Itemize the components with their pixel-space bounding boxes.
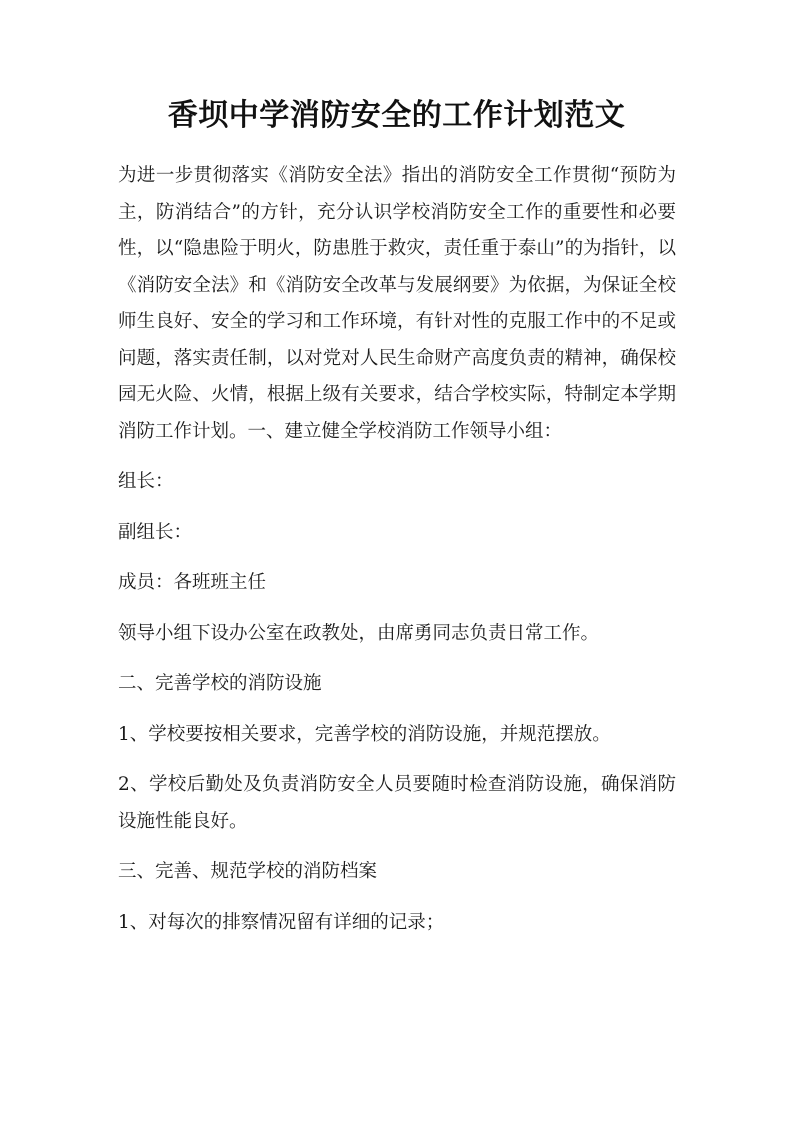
- list-item-facilities-2: 2、学校后勤处及负责消防安全人员要随时检查消防设施，确保消防设施性能良好。: [118, 774, 676, 832]
- paragraph-office: 领导小组下设办公室在政教处，由席勇同志负责日常工作。: [118, 622, 600, 644]
- document-title: 香坝中学消防安全的工作计划范文: [167, 98, 626, 133]
- paragraph-members: 成员：各班班主任: [118, 572, 267, 593]
- paragraph-intro: 为进一步贯彻落实《消防安全法》指出的消防安全工作贯彻“预防为主，防消结合”的方针，充分认识学校消防安全工作的重要性和必要性，以“隐患险于明火，防患胜于救灾，责任重于泰山”的为指针，以《消防安全法》和《消防安全改革与发展纲要》为依据，为保证全校师生良好、安全的学习和工作环境，有针对性的克服工作中的不足或问题，落实责任制，以对党对人民生命财产高度负责的精神，确保校园无火险、火情，根据上级有关要求，结合学校实际，特制定本学期消防工作计划。一、建立健全学校消防工作领导小组：: [118, 165, 676, 442]
- section-heading-archives: 三、完善、规范学校的消防档案: [118, 861, 378, 882]
- list-item-facilities-1: 1、学校要按相关要求，完善学校的消防设施，并规范摆放。: [118, 723, 611, 745]
- paragraph-leader: 组长：: [118, 471, 174, 492]
- section-heading-facilities: 二、完善学校的消防设施: [118, 673, 322, 694]
- paragraph-deputy-leader: 副组长：: [118, 521, 193, 543]
- list-item-archives-1: 1、对每次的排察情况留有详细的记录；: [118, 911, 445, 933]
- document-body: [118, 158, 676, 955]
